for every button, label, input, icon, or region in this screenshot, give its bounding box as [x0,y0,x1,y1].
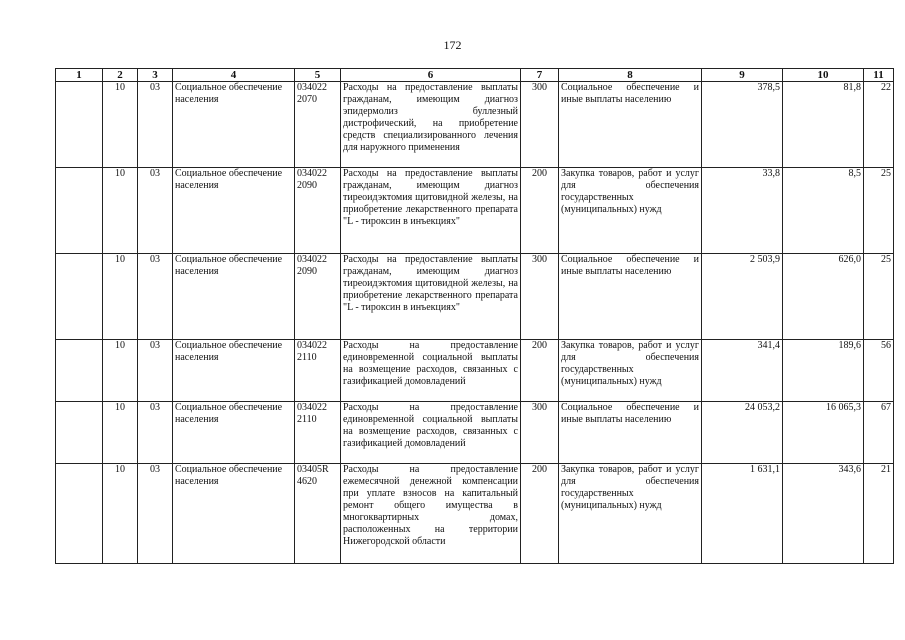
cell-amount-actual: 343,6 [783,464,864,564]
cell-percent: 21 [864,464,894,564]
cell-subsection: 03 [138,168,173,254]
cell-percent: 67 [864,402,894,464]
cell-section: 10 [103,168,138,254]
column-header-5: 5 [295,69,341,82]
column-header-6: 6 [341,69,521,82]
cell-subsection: 03 [138,464,173,564]
cell-amount-plan: 341,4 [702,340,783,402]
cell-type-name: Закупка товаров, работ и услуг для обеспечения государственных (муниципальных) нужд [559,340,702,402]
cell-section: 10 [103,402,138,464]
cell-target-code: 034022 2110 [295,340,341,402]
cell-section-name: Социальное обеспечение населения [173,82,295,168]
cell-subsection: 03 [138,402,173,464]
cell-section-name: Социальное обеспечение населения [173,402,295,464]
cell-expense-name: Расходы на предоставление выплаты гражданам, имеющим диагноз эпидермолиз буллезный дистрофический, на приобретение средств специализированного лечения для наружного применения [341,82,521,168]
cell-section-name: Социальное обеспечение населения [173,168,295,254]
cell-amount-plan: 24 053,2 [702,402,783,464]
cell-expense-name: Расходы на предоставление выплаты гражданам, имеющим диагноз тиреоидэктомия щитовидной железы, на приобретение лекарственного препарата "L - тироксин в инъекциях" [341,254,521,340]
cell-target-code: 034022 2090 [295,254,341,340]
column-header-1: 1 [56,69,103,82]
cell-section-name: Социальное обеспечение населения [173,254,295,340]
cell-percent: 25 [864,254,894,340]
table-row [56,168,894,254]
table-row [56,254,894,340]
cell-col1 [56,254,103,340]
column-header-2: 2 [103,69,138,82]
cell-percent: 25 [864,168,894,254]
cell-amount-plan: 378,5 [702,82,783,168]
cell-type-code: 300 [521,402,559,464]
cell-type-code: 300 [521,254,559,340]
cell-section: 10 [103,340,138,402]
column-header-8: 8 [559,69,702,82]
cell-type-code: 200 [521,340,559,402]
cell-target-code: 034022 2110 [295,402,341,464]
cell-expense-name: Расходы на предоставление ежемесячной денежной компенсации при уплате взносов на капитальный ремонт общего имущества в многоквартирных домах, расположенных на территории Нижегородской области [341,464,521,564]
table-row [56,464,894,564]
cell-amount-actual: 81,8 [783,82,864,168]
column-header-11: 11 [864,69,894,82]
cell-subsection: 03 [138,82,173,168]
cell-percent: 56 [864,340,894,402]
cell-col1 [56,402,103,464]
column-header-9: 9 [702,69,783,82]
cell-type-code: 300 [521,82,559,168]
cell-type-name: Социальное обеспечение и иные выплаты населению [559,402,702,464]
cell-section: 10 [103,254,138,340]
cell-amount-actual: 626,0 [783,254,864,340]
cell-expense-name: Расходы на предоставление единовременной социальной выплаты на возмещение расходов, связанных с газификацией домовладений [341,402,521,464]
cell-amount-actual: 16 065,3 [783,402,864,464]
column-header-4: 4 [173,69,295,82]
cell-type-name: Социальное обеспечение и иные выплаты населению [559,254,702,340]
cell-col1 [56,168,103,254]
cell-subsection: 03 [138,254,173,340]
budget-table [55,68,894,564]
cell-section-name: Социальное обеспечение населения [173,340,295,402]
cell-type-code: 200 [521,168,559,254]
cell-col1 [56,82,103,168]
column-header-3: 3 [138,69,173,82]
cell-col1 [56,464,103,564]
page-number: 172 [443,38,462,52]
cell-target-code: 034022 2070 [295,82,341,168]
cell-expense-name: Расходы на предоставление единовременной социальной выплаты на возмещение расходов, связанных с газификацией домовладений [341,340,521,402]
cell-amount-plan: 1 631,1 [702,464,783,564]
cell-expense-name: Расходы на предоставление выплаты гражданам, имеющим диагноз тиреоидэктомия щитовидной железы, на приобретение лекарственного препарата "L - тироксин в инъекциях" [341,168,521,254]
table-row [56,82,894,168]
cell-type-name: Социальное обеспечение и иные выплаты населению [559,82,702,168]
cell-type-name: Закупка товаров, работ и услуг для обеспечения государственных (муниципальных) нужд [559,168,702,254]
column-header-7: 7 [521,69,559,82]
cell-amount-actual: 189,6 [783,340,864,402]
cell-amount-plan: 33,8 [702,168,783,254]
cell-section: 10 [103,464,138,564]
cell-amount-actual: 8,5 [783,168,864,254]
cell-section-name: Социальное обеспечение населения [173,464,295,564]
cell-type-name: Закупка товаров, работ и услуг для обеспечения государственных (муниципальных) нужд [559,464,702,564]
cell-amount-plan: 2 503,9 [702,254,783,340]
cell-target-code: 03405R 4620 [295,464,341,564]
table-header-row [56,69,894,82]
cell-subsection: 03 [138,340,173,402]
cell-col1 [56,340,103,402]
column-header-10: 10 [783,69,864,82]
cell-percent: 22 [864,82,894,168]
cell-type-code: 200 [521,464,559,564]
cell-target-code: 034022 2090 [295,168,341,254]
table-row [56,340,894,402]
table-row [56,402,894,464]
cell-section: 10 [103,82,138,168]
